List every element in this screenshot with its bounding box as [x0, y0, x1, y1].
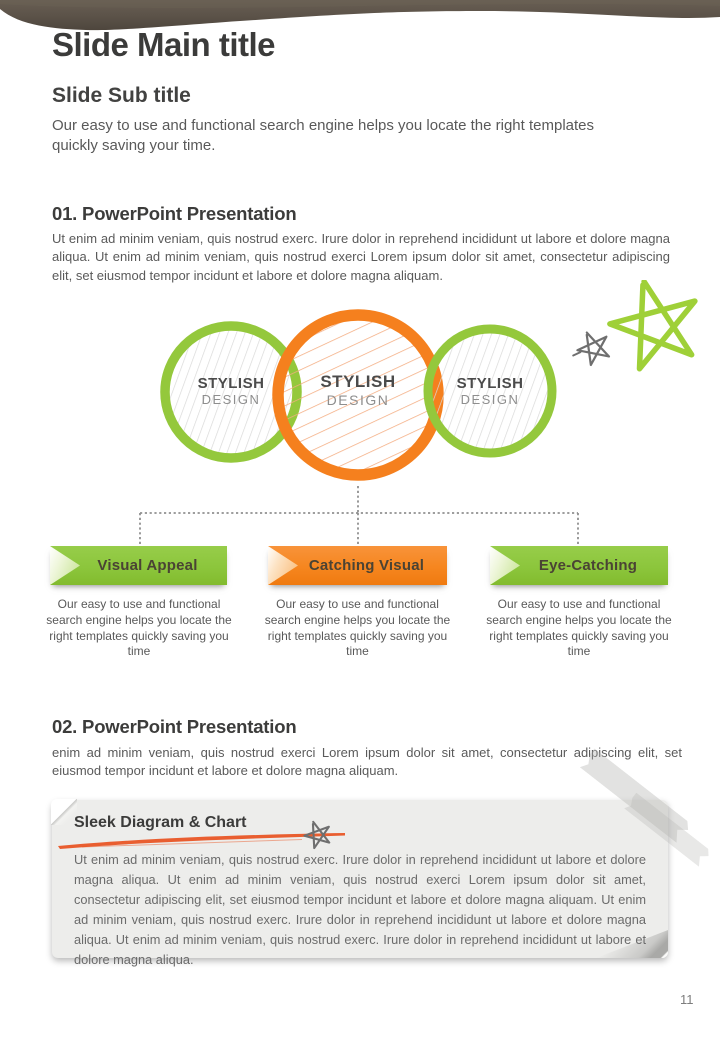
small-star-doodle-icon: [567, 326, 615, 370]
ribbon-label: Visual Appeal: [97, 557, 198, 574]
ribbon-visual-appeal: [50, 546, 227, 585]
ribbon-catching-visual: [268, 546, 447, 585]
ribbon-caption: Our easy to use and functional search engine helps you locate the right templates quickly saving you time: [486, 597, 672, 659]
page-number: 11: [680, 992, 694, 1007]
note-box: [52, 800, 668, 967]
circle-right-label: [430, 375, 550, 407]
venn-diagram: [0, 280, 720, 550]
section-2-body: enim ad minim veniam, quis nostrud exerci Lorem ipsum dolor sit amet, consectetur adipiscing elit, set eiusmod tempor incidunt et labore et dolore magna aliquam.: [52, 745, 682, 779]
note-box-title: Sleek Diagram & Chart: [74, 814, 247, 831]
ribbon-caption: Our easy to use and functional search engine helps you locate the right templates quickly saving you time: [264, 597, 451, 659]
circle-left-label-top: STYLISH: [197, 375, 265, 392]
ribbon-eye-catching: [490, 546, 668, 585]
dotted-connector: [140, 486, 578, 546]
circle-left-label: [171, 375, 291, 407]
intro-text: Our easy to use and functional search engine helps you locate the right templates quickly saving your time.: [52, 117, 594, 155]
page-title: Slide Main title: [52, 26, 276, 63]
section-1-heading: 01. PowerPoint Presentation: [52, 203, 297, 224]
ribbon-chevron-icon: [268, 546, 298, 585]
star-doodle-icon: [602, 280, 708, 373]
circle-center-label-bottom: DESIGN: [326, 392, 390, 408]
circle-left-label-bottom: DESIGN: [201, 392, 261, 407]
ribbon-caption: Our easy to use and functional search engine helps you locate the right templates quickly saving you time: [46, 597, 232, 659]
note-box-body: Ut enim ad minim veniam, quis nostrud exerc. Irure dolor in reprehend incididunt ut labore et dolore magna aliqua. Ut enim ad minim veniam, quis nostrud exerci Lorem ipsum dolor sit amet, consectetur adipiscing elit, set eiusmod tempor incidunt et labore et dolore magna aliquam. Ut enim ad minim veniam, quis nostrud exerc. Irure dolor in reprehend incididunt ut labore et dolore magna aliqua. Ut enim ad minim veniam, quis nostrud exerc. Irure dolor in reprehend incididunt ut labore et dolore magna aliqua.: [74, 852, 646, 967]
ribbon-label: Eye-Catching: [538, 557, 638, 574]
circle-right-label-top: STYLISH: [456, 375, 524, 392]
circle-center-label-top: STYLISH: [320, 372, 396, 391]
ribbon-chevron-icon: [490, 546, 520, 585]
circle-right-label-bottom: DESIGN: [460, 392, 520, 407]
section-2-heading: 02. PowerPoint Presentation: [52, 716, 297, 737]
circle-center-label: [298, 372, 418, 408]
section-1-body: Ut enim ad minim veniam, quis nostrud exerc. Irure dolor in reprehend incididunt ut labore et dolore magna aliqua. Ut enim ad minim veniam, quis nostrud exerci Lorem ipsum dolor sit amet, consectetur adipiscing elit, set eiusmod tempor incidunt et labore et dolore magna aliquam.: [52, 231, 670, 283]
ribbon-chevron-icon: [50, 546, 80, 585]
page-subtitle: Slide Sub title: [52, 84, 191, 107]
ribbon-label: Catching Visual: [308, 557, 425, 574]
